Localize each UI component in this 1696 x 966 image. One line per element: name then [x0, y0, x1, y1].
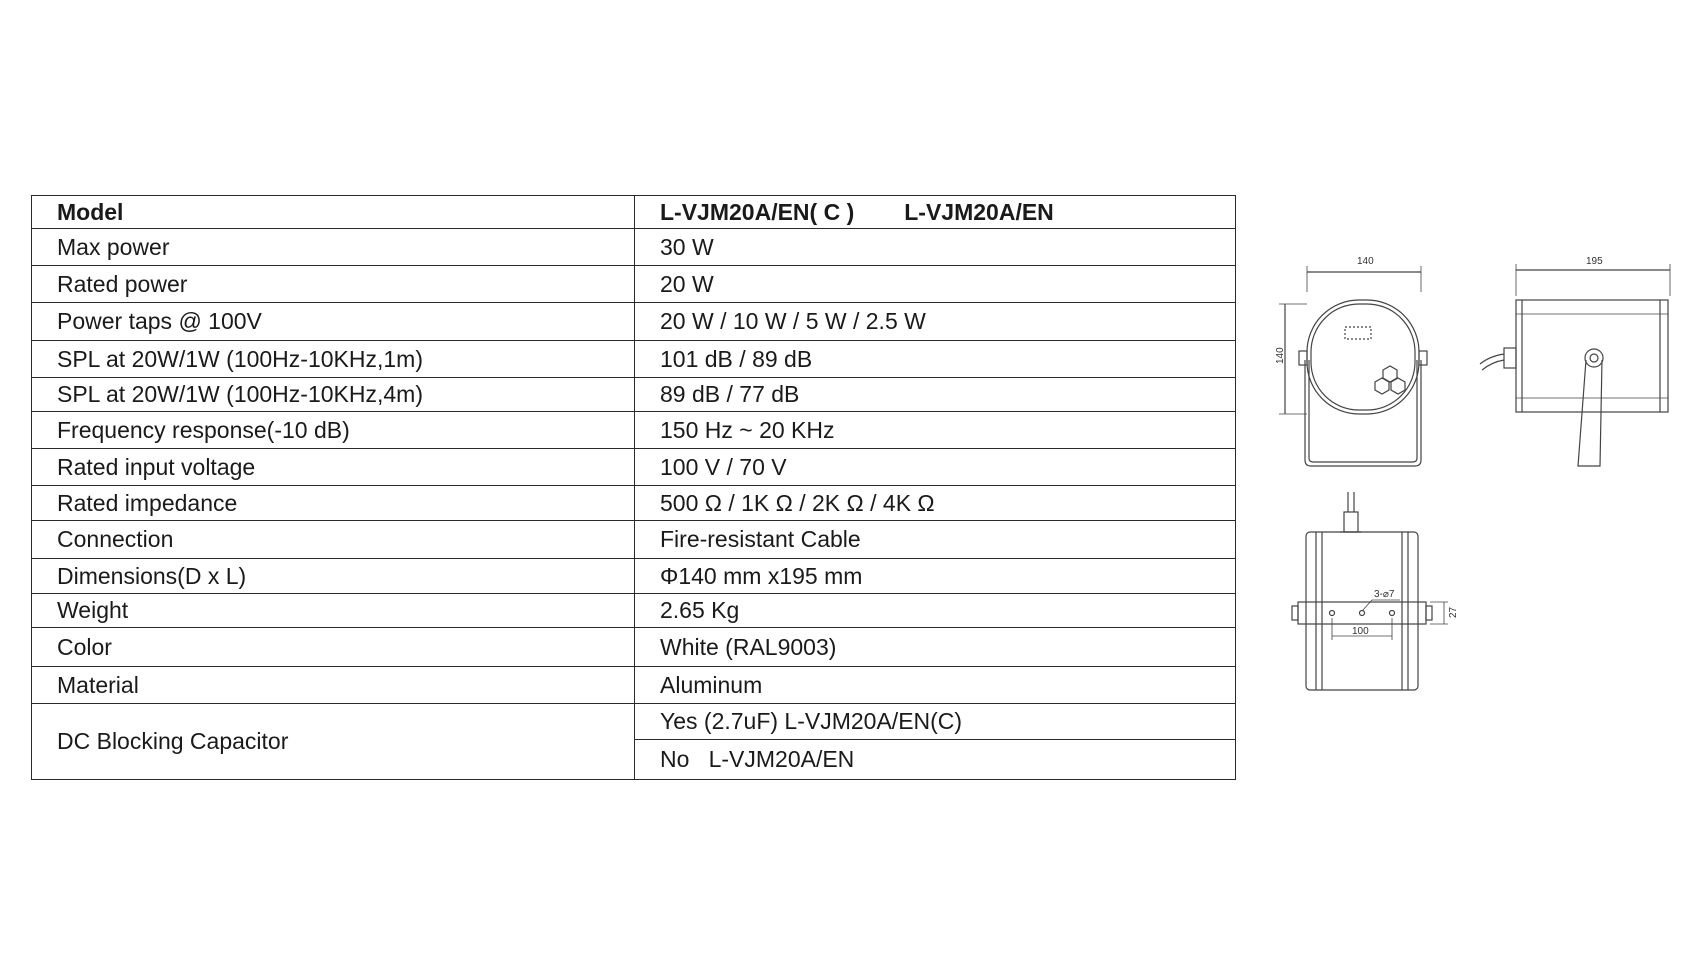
table-row: [32, 229, 1236, 266]
table-row: [32, 667, 1236, 704]
table-row: [32, 521, 1236, 559]
table-row: [32, 704, 1236, 740]
bottom-holes-label: 3-⌀7: [1374, 589, 1395, 600]
header-model-label: Model: [32, 196, 635, 229]
header-model-en: L-VJM20A/EN: [904, 198, 1054, 225]
row-label: Rated impedance: [32, 486, 635, 521]
row-value: 101 dB / 89 dB: [635, 341, 1236, 378]
side-length-label: 195: [1586, 256, 1603, 267]
row-label: Connection: [32, 521, 635, 559]
row-value: Aluminum: [635, 667, 1236, 704]
table-header-row: [32, 196, 1236, 229]
side-view-drawing: [1470, 256, 1680, 476]
row-value: 100 V / 70 V: [635, 449, 1236, 486]
row-value: Φ140 mm x195 mm: [635, 559, 1236, 594]
row-value: 2.65 Kg: [635, 594, 1236, 628]
header-model-c: L-VJM20A/EN( C ): [660, 198, 855, 225]
row-label: Color: [32, 628, 635, 667]
row-value: 20 W: [635, 266, 1236, 303]
table-row: [32, 341, 1236, 378]
row-label: Dimensions(D x L): [32, 559, 635, 594]
table-row: [32, 449, 1236, 486]
row-label: SPL at 20W/1W (100Hz-10KHz,4m): [32, 378, 635, 412]
row-label: Material: [32, 667, 635, 704]
front-width-label: 140: [1357, 256, 1374, 267]
row-value: 500 Ω / 1K Ω / 2K Ω / 4K Ω: [635, 486, 1236, 521]
spec-table: [31, 195, 1236, 780]
bottom-spacing-label: 100: [1352, 626, 1369, 637]
table-row: [32, 594, 1236, 628]
dc-blocking-label: DC Blocking Capacitor: [32, 704, 635, 780]
row-label: SPL at 20W/1W (100Hz-10KHz,1m): [32, 341, 635, 378]
bottom-offset-label: 27: [1448, 606, 1459, 618]
row-label: Frequency response(-10 dB): [32, 412, 635, 449]
row-value: White (RAL9003): [635, 628, 1236, 667]
header-models: [635, 196, 1236, 229]
row-label: Power taps @ 100V: [32, 303, 635, 341]
row-label: Weight: [32, 594, 635, 628]
table-row: [32, 486, 1236, 521]
table-row: [32, 303, 1236, 341]
front-view-drawing: [1275, 252, 1445, 472]
table-row: [32, 559, 1236, 594]
row-value: Fire-resistant Cable: [635, 521, 1236, 559]
table-row: [32, 378, 1236, 412]
row-label: Rated input voltage: [32, 449, 635, 486]
row-value: 20 W / 10 W / 5 W / 2.5 W: [635, 303, 1236, 341]
dc-blocking-no: No L-VJM20A/EN: [635, 740, 1236, 780]
table-row: [32, 266, 1236, 303]
row-label: Rated power: [32, 266, 635, 303]
row-value: 30 W: [635, 229, 1236, 266]
front-height-label: 140: [1275, 347, 1286, 364]
dc-blocking-yes: Yes (2.7uF) L-VJM20A/EN(C): [635, 704, 1236, 740]
table-row: [32, 628, 1236, 667]
row-label: Max power: [32, 229, 635, 266]
row-value: 89 dB / 77 dB: [635, 378, 1236, 412]
table-row: [32, 412, 1236, 449]
row-value: 150 Hz ~ 20 KHz: [635, 412, 1236, 449]
bottom-view-drawing: [1290, 490, 1470, 700]
